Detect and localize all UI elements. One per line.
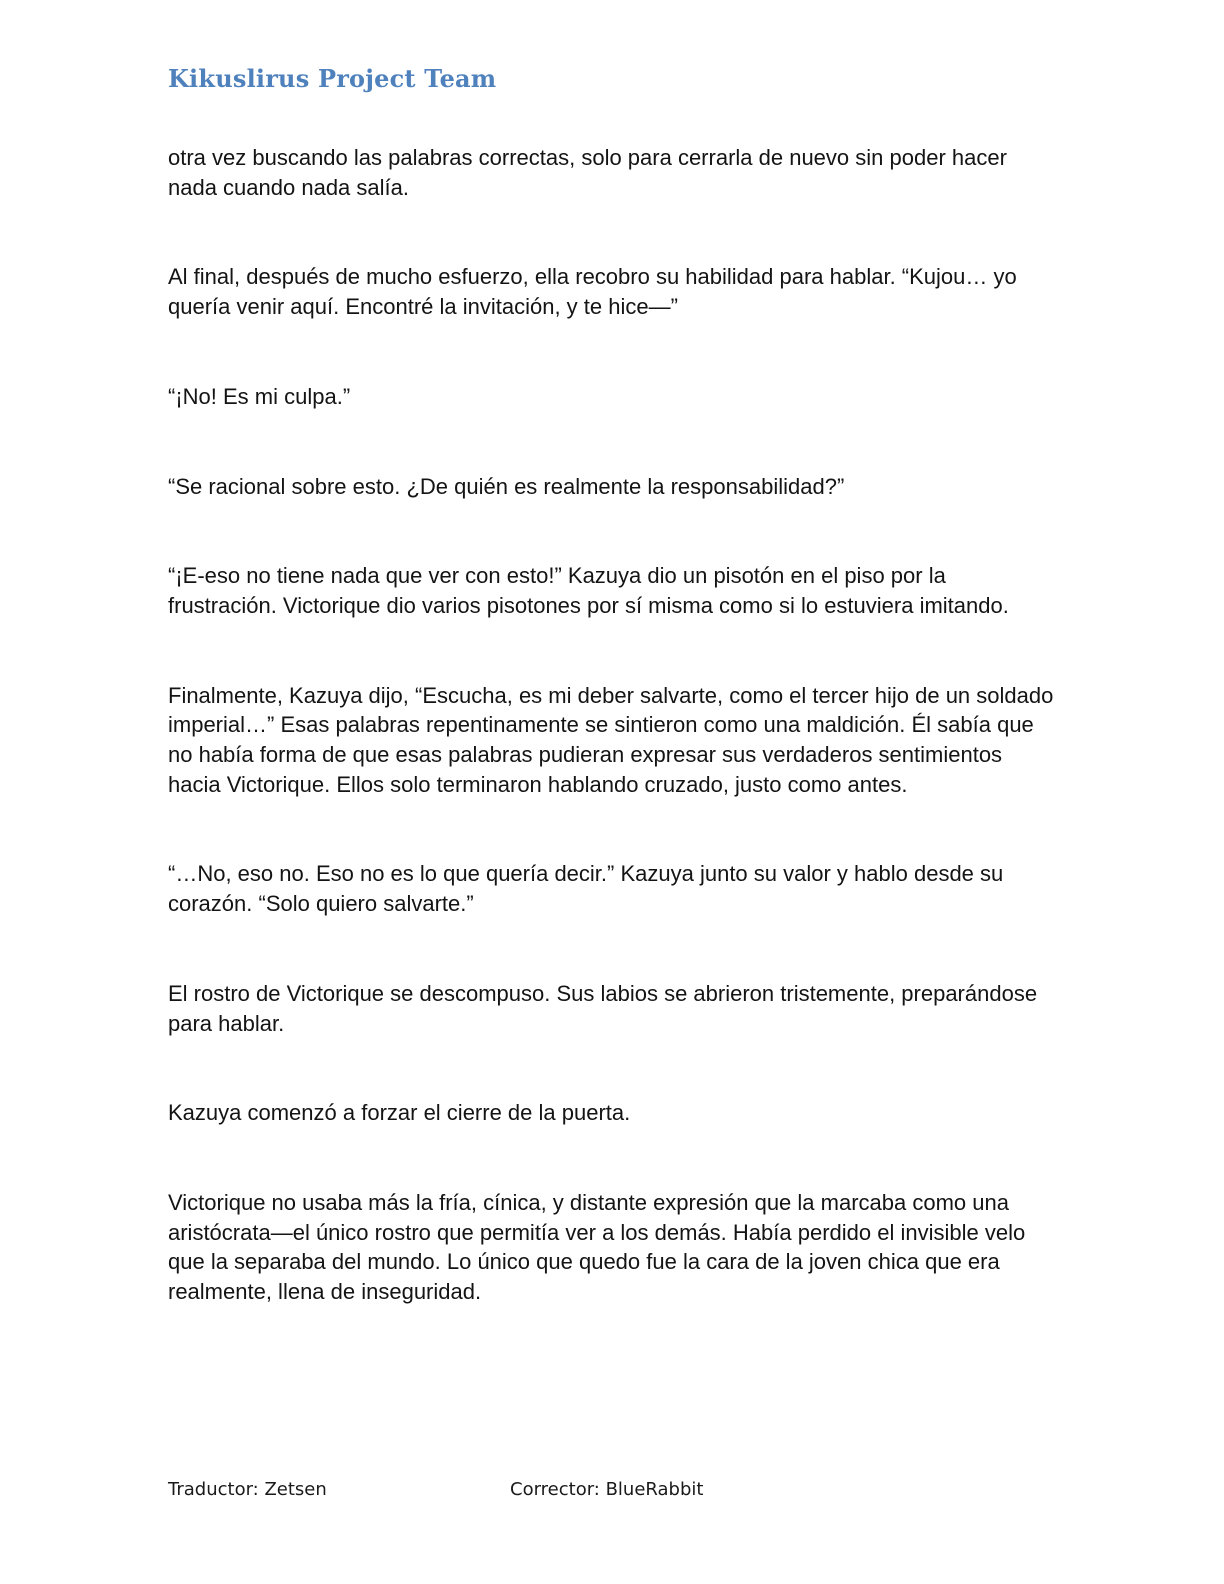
paragraph: “¡E-eso no tiene nada que ver con esto!” Kazuya dio un pisotón en el piso por la frustración. Victorique dio varios pisotones por sí misma como si lo estuviera imitando. [168, 563, 1009, 618]
paragraph: otra vez buscando las palabras correctas, solo para cerrarla de nuevo sin poder hacer nada cuando nada salía. [168, 145, 1007, 200]
page-footer [168, 1479, 1058, 1507]
paragraph: El rostro de Victorique se descompuso. Sus labios se abrieron tristemente, preparándose para hablar. [168, 980, 1038, 1036]
paragraph: Finalmente, Kazuya dijo, “Escucha, es mi deber salvarte, como el tercer hijo de un soldado imperial…” Esas palabras repentinamente se sintieron como una maldición. Él sabía que no había forma de que esas palabras pudieran expresar sus verdaderos sentimientos hacia Victorique. Ellos solo terminaron hablando cruzado, justo como antes. [168, 682, 1054, 797]
paragraph: Kazuya comenzó a forzar el cierre de la puerta. [168, 1100, 631, 1126]
paragraph: Al final, después de mucho esfuerzo, ella recobro su habilidad para hablar. “Kujou… yo quería venir aquí. Encontré la invitación, y te hice—” [168, 264, 1017, 320]
paragraph: “Se racional sobre esto. ¿De quién es realmente la responsabilidad?” [168, 473, 845, 499]
footer-corrector: Corrector: BlueRabbit [510, 1479, 704, 1500]
paragraph: Victorique no usaba más la fría, cínica, y distante expresión que la marcaba como una aristócrata—el único rostro que permitía ver a los demás. Había perdido el invisible velo que la separaba del mundo. Lo único que quedo fue la cara de la joven chica que era realmente, llena de inseguridad. [168, 1189, 1026, 1305]
paragraph: “…No, eso no. Eso no es lo que quería decir.” Kazuya junto su valor y hablo desde su corazón. “Solo quiero salvarte.” [168, 861, 1004, 917]
body-text [168, 143, 1058, 1307]
footer-translator: Traductor: Zetsen [168, 1479, 327, 1500]
page-header-title: Kikuslirus Project Team [168, 64, 497, 93]
paragraph: “¡No! Es mi culpa.” [168, 383, 351, 409]
